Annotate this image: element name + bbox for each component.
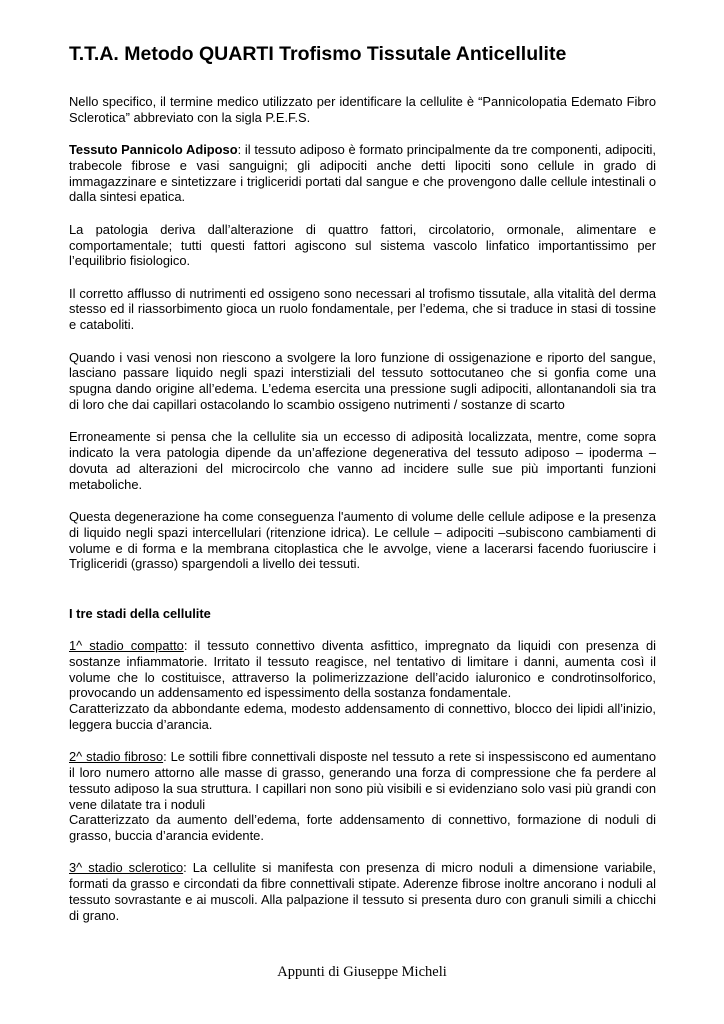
nutrients-paragraph: Il corretto afflusso di nutrimenti ed ossigeno sono necessari al trofismo tissutale, alla vitalità del derma stesso ed il riassorbimento gioca un ruolo fondamentale, per l’edema, che si traduce in stasi di tossine e cataboliti. [69,285,656,333]
stage-2-text: : Le sottili fibre connettivali disposte nel tessuto a rete si inspessiscono ed aumentano il loro numero attorno alle masse di grasso, generando una forza di compressione che fa perdere al tessuto adiposo la sua struttura. I capillari non sono più visibili e si evidenziano solo vasi più grandi con vene dilatate tra i noduli [69,749,656,812]
stage-2-characteristics: Caratterizzato da aumento dell’edema, forte addensamento di connettivo, formazione di noduli di grasso, buccia d’arancia evidente. [69,812,656,844]
stage-1-label: 1^ stadio compatto [69,637,184,653]
adipose-tissue-paragraph [69,142,656,205]
stage-1 [69,638,656,733]
degeneration-paragraph: Questa degenerazione ha come conseguenza l'aumento di volume delle cellule adipose e la presenza di liquido negli spazi intercellulari (ritenzione idrica). Le cellule – adipociti –subiscono cambiamenti di volume e di forma e la membrana citoplastica che le avvolge, viene a lacerarsi facendo fuoriuscire i Trigliceridi (grasso) spargendoli a livello dei tessuti. [69,508,656,572]
adipose-tissue-text: : il tessuto adiposo è formato principalmente da tre componenti, adipociti, trabecole fibrose e vasi sanguigni; gli adipociti anche detti lipociti sono cellule in grado di immagazzinare e sintetizzare i trigliceridi portati dal sangue e che provengono dalle cellule intestinali o dalla sintesi epatica. [69,142,656,205]
stage-3-description [69,860,656,923]
pathology-paragraph: La patologia deriva dall’alterazione di quattro fattori, circolatorio, ormonale, alimentare e comportamentale; tutti questi fattori agiscono sul sistema vascolo linfatico importantissimo per l’equilibrio fisiologico. [69,221,656,269]
document-title: T.T.A. Metodo QUARTI Trofismo Tissutale Anticellulite [69,43,567,65]
intro-paragraph: Nello specifico, il termine medico utilizzato per identificare la cellulite è “Pannicolopatia Edemato Fibro Sclerotica” abbreviato con la sigla P.E.F.S. [69,94,656,125]
misconception-paragraph: Erroneamente si pensa che la cellulite sia un eccesso di adiposità localizzata, mentre, come sopra indicato la vera patologia dipende da un’affezione degenerativa del tessuto adiposo – ipoderma – dovuta ad alterazioni del microcircolo che vanno ad incidere sulle sue più importanti funzioni metaboliche. [69,429,656,492]
stage-1-description [69,638,656,701]
adipose-tissue-lead: Tessuto Pannicolo Adiposo [69,142,238,158]
stage-1-characteristics: Caratterizzato da abbondante edema, modesto addensamento di connettivo, blocco dei lipidi all’inizio, leggera buccia d’arancia. [69,701,656,732]
stage-2-label: 2^ stadio fibroso [69,749,164,765]
stage-3 [69,860,656,923]
stages-section-title: I tre stadi della cellulite [69,606,211,622]
page-footer: Appunti di Giuseppe Micheli [277,964,447,980]
edema-paragraph: Quando i vasi venosi non riescono a svolgere la loro funzione di ossigenazione e riporto del sangue, lasciano passare liquido negli spazi interstiziali del tessuto sottocutaneo che si gonfia come una spugna dando origine all’edema. L’edema esercita una pressione sugli adipociti, allontanandoli sia tra di loro che dai capillari ostacolando lo scambio ossigeno nutrimenti / sostanze di scarto [69,349,656,412]
stage-3-label: 3^ stadio sclerotico [69,860,184,876]
stage-1-text: : il tessuto connettivo diventa asfittico, impregnato da liquidi con presenza di sostanze infiammatorie. Irritato il tessuto reagisce, nel tentativo di limitare i danni, aumenta così il volume che lo costituisce, attraverso la polimerizzazione dell’acido ialuronico e condrotinsolforico, provocando un addensamento ed ispessimento della sostanza fondamentale. [69,637,656,701]
stage-2 [69,749,656,844]
stage-2-description [69,749,656,812]
stage-3-text: : La cellulite si manifesta con presenza di micro noduli a dimensione variabile, formati da grasso e circondati da fibre connettivali stipate. Aderenze fibrose inoltre ancorano i noduli al tessuto sovrastante e ai muscoli. Alla palpazione il tessuto si presenta duro con granuli simili a chicchi di grano. [69,860,656,923]
document-page [69,42,656,940]
